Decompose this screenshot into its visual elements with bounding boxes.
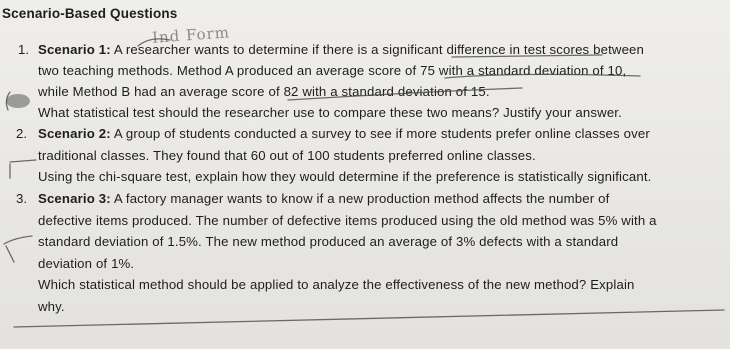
margin-mark-4: [4, 236, 32, 244]
ink-blot: [6, 94, 30, 108]
question-2-label: Scenario 2:: [38, 126, 111, 141]
question-1-label: Scenario 1:: [38, 42, 111, 57]
margin-mark-5: [6, 246, 14, 262]
question-1-line-1: [38, 42, 644, 57]
handwritten-note: Ind Form: [151, 23, 231, 47]
worksheet-heading: Scenario-Based Questions: [2, 6, 178, 21]
question-3-text-1: A factory manager wants to know if a new production method affects the number of: [113, 191, 610, 206]
bottom-pen-line: [14, 310, 724, 327]
question-1-text-1: A researcher wants to determine if there is a significant difference in test scores between: [113, 42, 645, 57]
question-3-number: 3.: [16, 191, 27, 206]
question-3-line-4: deviation of 1%.: [38, 256, 135, 271]
question-1-line-3: while Method B had an average score of 82 with a standard deviation of 15.: [38, 84, 490, 99]
question-3-line-2: defective items produced. The number of defective items produced using the old method was 5% with a: [38, 213, 657, 228]
question-1-number: 1.: [18, 42, 29, 57]
question-3-line-5: Which statistical method should be applied to analyze the effectiveness of the new method? Explain: [38, 277, 635, 292]
question-1-line-4: What statistical test should the researcher use to compare these two means? Justify your answer.: [38, 105, 622, 120]
question-2-line-2: traditional classes. They found that 60 out of 100 students preferred online classes.: [38, 148, 536, 163]
question-3-line-1: [38, 191, 609, 206]
question-2-line-3: Using the chi-square test, explain how they would determine if the preference is statistically significant.: [38, 169, 652, 184]
question-2-number: 2.: [16, 126, 27, 141]
question-2-text-1: A group of students conducted a survey to see if more students prefer online classes over: [113, 126, 650, 141]
question-3-label: Scenario 3:: [38, 191, 111, 206]
margin-mark-2: [10, 160, 36, 162]
question-2-line-1: [38, 126, 650, 141]
question-3-line-6: why.: [38, 299, 65, 314]
question-3-line-3: standard deviation of 1.5%. The new method produced an average of 3% defects with a standard: [38, 234, 619, 249]
margin-mark-1: [6, 92, 10, 110]
question-1-line-2: two teaching methods. Method A produced an average score of 75 with a standard deviation of 10,: [38, 63, 627, 78]
